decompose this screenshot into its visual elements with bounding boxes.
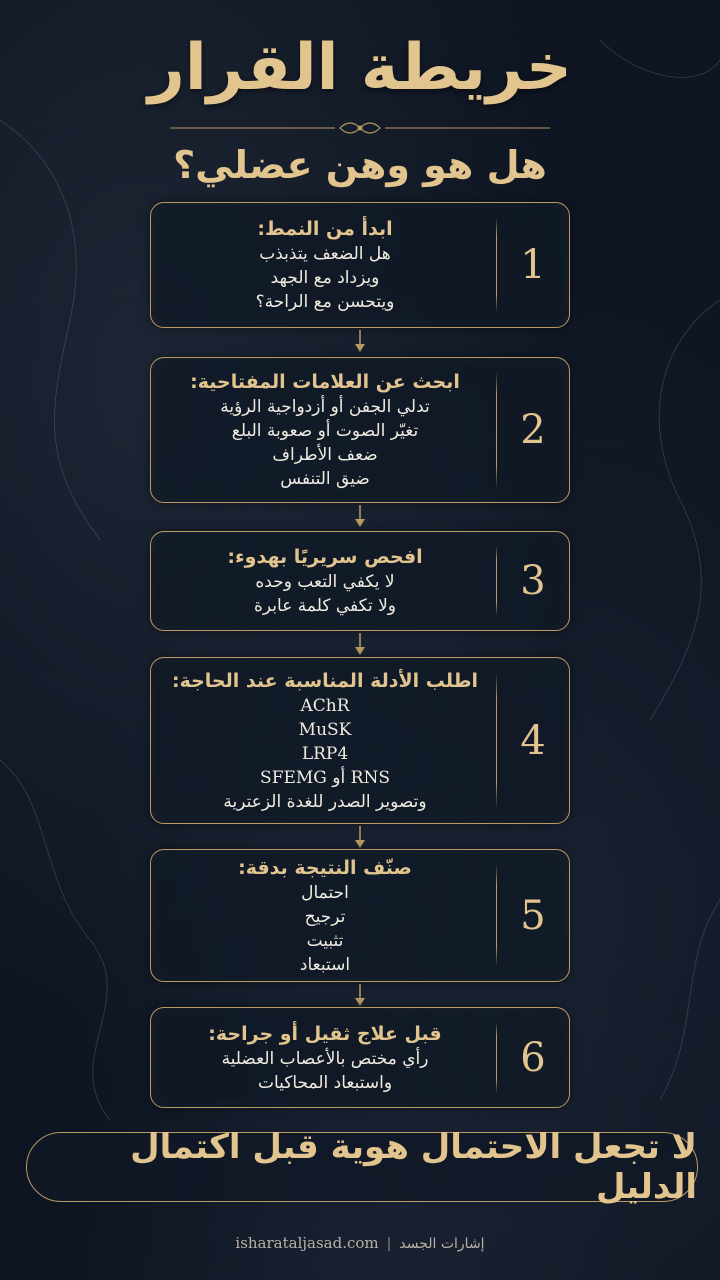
step-number: 5 [520, 892, 546, 939]
step-line: LRP4 [301, 743, 349, 764]
step-divider [496, 864, 497, 967]
step-content [165, 1008, 485, 1107]
step-line: تغيّر الصوت أو صعوبة البلع [231, 421, 419, 441]
step-number: 4 [520, 717, 546, 764]
footer-domain: isharataljasad.com [235, 1234, 379, 1252]
step-card-3 [150, 531, 570, 631]
footer-separator: | [386, 1236, 392, 1252]
step-line: ضيق التنفس [280, 469, 370, 489]
arrow-down-icon [352, 633, 368, 657]
page-title: خريطة القرار [147, 31, 573, 105]
footer-brand: إشارات الجسد [399, 1236, 485, 1252]
step-heading: ابدأ من النمط: [257, 218, 393, 240]
step-divider [496, 1022, 497, 1093]
step-line: لا يكفي التعب وحده [255, 572, 395, 592]
step-card-4 [150, 657, 570, 824]
step-line: وتصوير الصدر للغدة الزعترية [223, 791, 427, 812]
step-number: 2 [520, 407, 546, 453]
step-line: هل الضعف يتذبذب [259, 244, 391, 264]
step-heading: افحص سريريًا بهدوء: [227, 546, 423, 568]
step-line: AChR [300, 695, 350, 716]
step-line: ويزداد مع الجهد [270, 268, 380, 288]
step-card-1 [150, 202, 570, 328]
step-card-2 [150, 357, 570, 503]
footer [0, 1234, 720, 1252]
step-line: ضعف الأطراف [272, 445, 378, 465]
step-card-5 [150, 849, 570, 982]
step-line: تدلي الجفن أو أزدواجية الرؤية [220, 397, 430, 417]
step-line: واستبعاد المحاكيات [257, 1072, 393, 1093]
step-heading: اطلب الأدلة المناسبة عند الحاجة: [171, 669, 479, 692]
step-divider [496, 546, 497, 616]
step-number: 3 [520, 558, 546, 604]
step-heading: قبل علاج ثقيل أو جراحة: [208, 1022, 442, 1045]
step-divider [496, 672, 497, 809]
step-line: ترجيح [304, 906, 346, 927]
step-divider [496, 217, 497, 313]
step-line: MuSK [298, 719, 352, 740]
step-line: استبعاد [299, 954, 351, 975]
step-card-6 [150, 1007, 570, 1108]
step-content [165, 850, 485, 981]
step-line: ويتحسن مع الراحة؟ [255, 292, 395, 312]
arrow-down-icon [352, 826, 368, 850]
ornament-divider-icon [170, 118, 550, 138]
step-line: احتمال [301, 882, 349, 903]
arrow-down-icon [352, 505, 368, 529]
step-line: رأي مختص بالأعصاب العضلية [221, 1048, 429, 1069]
step-line: RNS أو SFEMG [260, 767, 390, 788]
step-line: ولا تكفي كلمة عابرة [254, 596, 397, 616]
step-divider [496, 372, 497, 488]
arrow-down-icon [352, 330, 368, 354]
step-content [165, 532, 485, 630]
step-content [165, 658, 485, 823]
conclusion-banner: لا تجعل الاحتمال هوية قبل اكتمال الدليل [26, 1132, 698, 1202]
step-heading: صنّف النتيجة بدقة: [238, 856, 412, 879]
step-content [165, 358, 485, 502]
step-number: 6 [520, 1034, 546, 1081]
step-line: تثبيت [306, 930, 344, 951]
page-subtitle: هل هو وهن عضلي؟ [173, 143, 547, 187]
step-number: 1 [520, 242, 546, 288]
arrow-down-icon [352, 984, 368, 1008]
step-content [165, 203, 485, 327]
step-heading: ابحث عن العلامات المفتاحية: [190, 371, 460, 393]
